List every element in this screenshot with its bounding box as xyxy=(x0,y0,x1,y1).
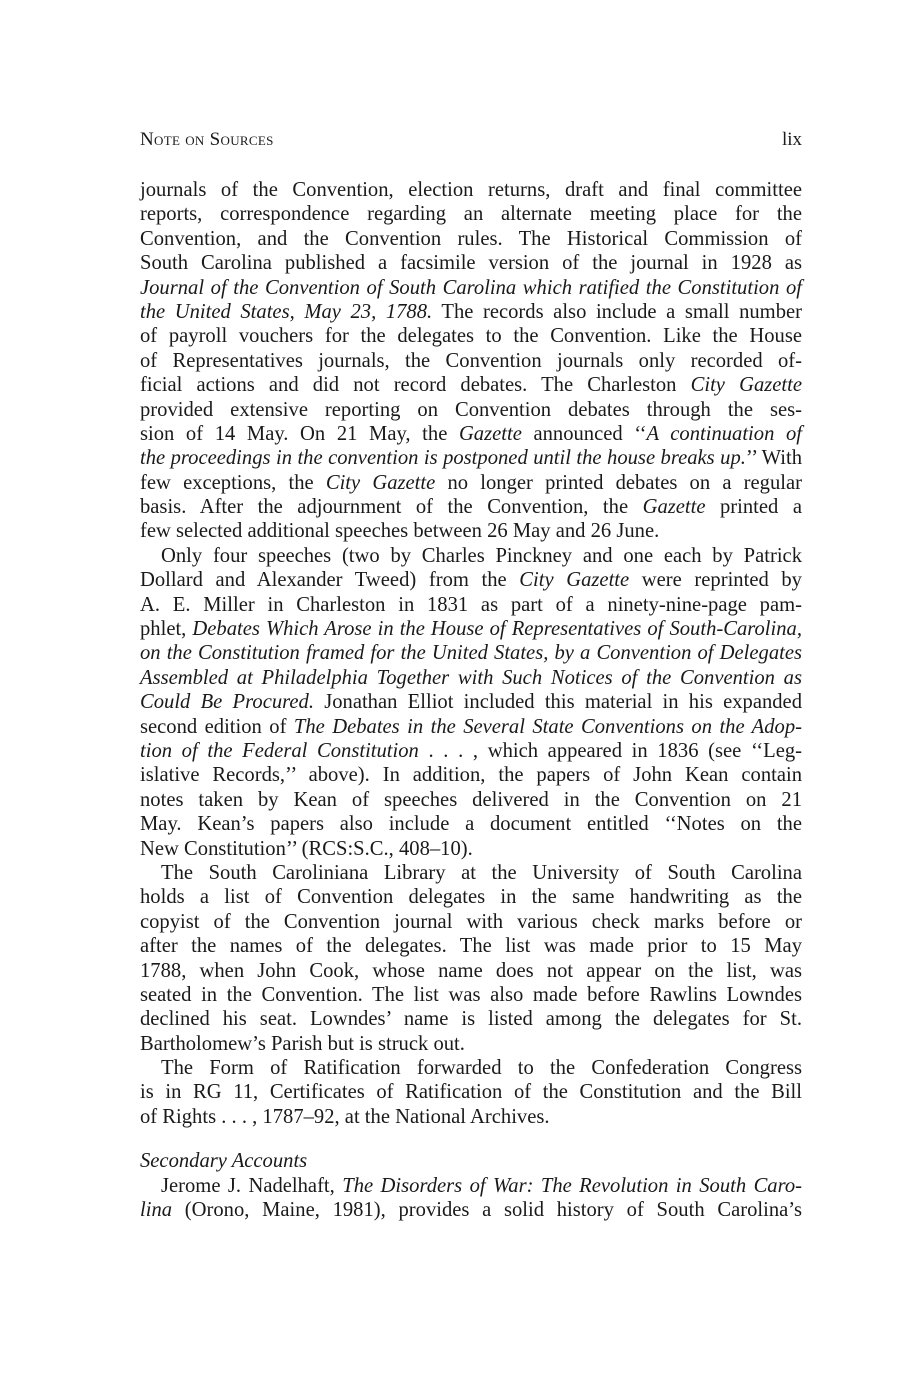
text-run: were reprinted by xyxy=(629,569,802,592)
text-run: reports, correspondence regarding an alternate meeting place for the xyxy=(140,203,802,226)
italic-text: lina xyxy=(140,1199,173,1222)
text-run: The South Caroliniana Library at the University of South Carolina xyxy=(161,861,802,884)
italic-text: the United States, May 23, 1788. xyxy=(140,300,433,323)
page-number: lix xyxy=(781,129,802,150)
italic-text: City Gazette xyxy=(690,374,802,397)
text-line xyxy=(140,690,802,714)
text-line xyxy=(140,276,802,300)
italic-text: Could Be Procured. xyxy=(140,691,314,714)
paragraph xyxy=(140,178,802,544)
text-run: second edition of xyxy=(140,715,294,738)
text-run: holds a list of Convention delegates in the same handwriting as the xyxy=(140,886,802,909)
text-line xyxy=(140,959,802,983)
text-line xyxy=(140,788,802,812)
text-run: New Constitution’’ (RCS:S.C., 408–10). xyxy=(140,837,473,860)
text-line xyxy=(140,1007,802,1031)
text-run: of payroll vouchers for the delegates to the Convention. Like the House xyxy=(140,325,802,348)
text-run: few selected additional speeches between 26 May and 26 June. xyxy=(140,520,660,543)
text-line xyxy=(140,1174,802,1198)
paragraph xyxy=(140,1174,802,1223)
paragraph xyxy=(140,861,802,1056)
text-run: phlet, xyxy=(140,618,193,641)
text-line xyxy=(140,446,802,470)
text-line xyxy=(140,666,802,690)
text-run: 1788, when John Cook, whose name does not appear on the list, was xyxy=(140,959,802,982)
text-run: is in RG 11, Certificates of Ratification of the Constitution and the Bill xyxy=(140,1081,802,1104)
paragraph xyxy=(140,544,802,861)
text-run: Bartholomew’s Parish but is struck out. xyxy=(140,1032,465,1055)
text-line xyxy=(140,910,802,934)
text-line xyxy=(140,373,802,397)
text-run: The Form of Ratification forwarded to the Confederation Congress xyxy=(161,1057,802,1080)
text-run: declined his seat. Lowndes’ name is listed among the delegates for St. xyxy=(140,1008,802,1031)
text-line xyxy=(140,202,802,226)
text-run: sion of 14 May. On 21 May, the xyxy=(140,422,459,445)
text-line xyxy=(140,349,802,373)
text-line xyxy=(140,398,802,422)
text-line xyxy=(140,1056,802,1080)
italic-text: Assembled at Philadelphia Together with Such Notices of the Convention as xyxy=(140,666,802,689)
text-line xyxy=(140,812,802,836)
text-run: Only four speeches (two by Charles Pinckney and one each by Patrick xyxy=(161,544,802,567)
text-run: basis. After the adjournment of the Convention, the xyxy=(140,496,643,519)
text-run: of Rights . . . , 1787–92, at the National Archives. xyxy=(140,1105,550,1128)
italic-text: tion of the Federal Constitution xyxy=(140,739,419,762)
text-line xyxy=(140,519,802,543)
text-run: Dollard and Alexander Tweed) from the xyxy=(140,569,520,592)
text-run: islative Records,’’ above). In addition, the papers of John Kean contain xyxy=(140,764,802,787)
text-line xyxy=(140,837,802,861)
text-run: Convention, and the Convention rules. The Historical Commission of xyxy=(140,227,802,250)
italic-text: A continuation of xyxy=(646,422,802,445)
text-line xyxy=(140,1198,802,1222)
section-spacer xyxy=(140,1129,802,1149)
text-run: printed a xyxy=(705,496,802,519)
text-run: journals of the Convention, election returns, draft and final committee xyxy=(140,179,802,201)
text-line xyxy=(140,568,802,592)
text-run: A. E. Miller in Charleston in 1831 as part of a ninety-nine-page pam- xyxy=(140,593,802,616)
text-run: copyist of the Convention journal with various check marks before or xyxy=(140,910,802,933)
text-line xyxy=(140,1105,802,1129)
text-line xyxy=(140,178,802,202)
text-run: of Representatives journals, the Convention journals only recorded of- xyxy=(140,349,802,372)
italic-text: Debates Which Arose in the House of Representatives of South-Carolina, xyxy=(192,618,802,641)
text-line xyxy=(140,1032,802,1056)
text-line xyxy=(140,1080,802,1104)
text-line xyxy=(140,300,802,324)
italic-text: Gazette xyxy=(642,496,706,519)
text-line xyxy=(140,251,802,275)
text-line xyxy=(140,471,802,495)
italic-text: City Gazette xyxy=(519,569,630,592)
paragraph xyxy=(140,1056,802,1129)
text-run: notes taken by Kean of speeches delivered in the Convention on 21 xyxy=(140,788,802,811)
text-line xyxy=(140,544,802,568)
text-run: seated in the Convention. The list was also made before Rawlins Lowndes xyxy=(140,983,802,1006)
body-text xyxy=(140,178,802,1222)
text-run: ’’ With xyxy=(745,447,802,470)
text-run: few exceptions, the xyxy=(140,471,326,494)
italic-text: on the Constitution framed for the United States, by a Convention of Delegates xyxy=(140,642,802,665)
text-run: ficial actions and did not record debates. The Charleston xyxy=(140,374,691,397)
text-line xyxy=(140,861,802,885)
text-run: Jerome J. Nadelhaft, xyxy=(161,1174,343,1197)
text-line xyxy=(140,885,802,909)
running-head-title: Note on Sources xyxy=(140,129,274,150)
text-run: no longer printed debates on a regular xyxy=(435,471,802,494)
italic-text: Gazette xyxy=(458,422,522,445)
text-line xyxy=(140,983,802,1007)
italic-text: Journal of the Convention of South Carolina which ratified the Constitution of xyxy=(140,276,802,299)
text-line xyxy=(140,715,802,739)
italic-text: The Disorders of War: The Revolution in South Caro- xyxy=(342,1174,803,1197)
text-line xyxy=(140,593,802,617)
italic-text: City Gazette xyxy=(325,471,436,494)
text-line xyxy=(140,617,802,641)
text-run: South Carolina published a facsimile version of the journal in 1928 as xyxy=(140,252,802,275)
text-line xyxy=(140,324,802,348)
section-subheading: Secondary Accounts xyxy=(140,1150,308,1173)
text-run: May. Kean’s papers also include a document entitled ‘‘Notes on the xyxy=(140,813,802,836)
text-line xyxy=(140,763,802,787)
italic-text: The Debates in the Several State Conventions on the Adop- xyxy=(293,715,803,738)
text-line xyxy=(140,641,802,665)
text-line xyxy=(140,495,802,519)
text-run: Jonathan Elliot included this material in his expanded xyxy=(313,691,802,714)
text-run: provided extensive reporting on Convention debates through the ses- xyxy=(140,398,802,421)
italic-text: the proceedings in the convention is postponed until the house breaks up. xyxy=(140,447,746,470)
text-line xyxy=(140,227,802,251)
text-run: . . . , which appeared in 1836 (see ‘‘Leg- xyxy=(418,739,803,762)
text-line xyxy=(140,739,802,763)
text-line xyxy=(140,934,802,958)
text-run: The records also include a small number xyxy=(432,300,802,323)
text-run: (Orono, Maine, 1981), provides a solid history of South Carolina’s xyxy=(172,1199,802,1222)
text-run: after the names of the delegates. The list was made prior to 15 May xyxy=(140,935,802,958)
text-line xyxy=(140,422,802,446)
text-run: announced ‘‘ xyxy=(521,422,647,445)
